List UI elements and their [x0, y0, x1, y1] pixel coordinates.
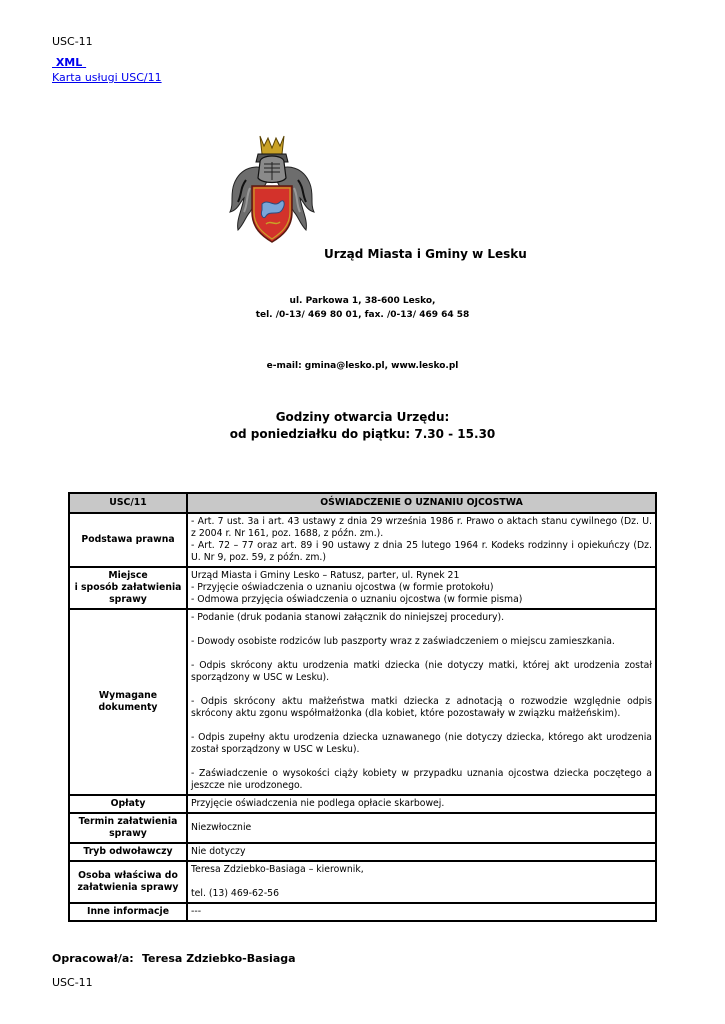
- place-line: - Przyjęcie oświadczenia o uznaniu ojcostwa (w formie protokołu): [191, 582, 494, 593]
- responsible-phone: tel. (13) 469-62-56: [191, 888, 280, 899]
- place-value: [187, 567, 656, 609]
- opening-hours-title: Godziny otwarcia Urzędu:: [275, 410, 450, 424]
- responsible-value: [187, 861, 656, 903]
- table-header-row: [69, 493, 656, 513]
- fees-value: Przyjęcie oświadczenia nie podlega opłacie skarbowej.: [187, 795, 656, 813]
- service-card-table: [68, 492, 657, 922]
- xml-link[interactable]: XML: [52, 56, 87, 69]
- documents-value: [187, 609, 656, 795]
- table-row-fees: [69, 795, 656, 813]
- row-label: Tryb odwoławczy: [69, 843, 187, 861]
- row-label: Podstawa prawna: [69, 513, 187, 567]
- coat-of-arms-icon: [226, 132, 318, 246]
- deadline-value: Niezwłocznie: [187, 813, 656, 843]
- table-row-other: [69, 903, 656, 921]
- responsible-name: Teresa Zdziebko-Basiaga – kierownik,: [191, 864, 364, 875]
- office-address: ul. Parkowa 1, 38-600 Lesko,: [289, 296, 436, 306]
- row-label-line: sprawy: [109, 828, 147, 839]
- legal-basis-line: - Art. 7 ust. 3a i art. 43 ustawy z dnia 29 września 1986 r. Prawo o aktach stanu cywilnego (Dz. U. z 2004 r. Nr 161, poz. 1688, z późn. zm.).: [191, 516, 652, 539]
- table-row-appeal: [69, 843, 656, 861]
- row-label: [69, 609, 187, 795]
- table-row-place: [69, 567, 656, 609]
- row-label-line: załatwienia sprawy: [77, 882, 179, 893]
- row-label-line: Termin załatwienia: [78, 816, 178, 827]
- row-label: Opłaty: [69, 795, 187, 813]
- row-label-line: dokumenty: [98, 702, 158, 713]
- document-item: - Zaświadczenie o wysokości ciąży kobiety w przypadku uznania ojcostwa dziecka poczętego a jeszcze nie urodzonego.: [191, 768, 652, 791]
- table-header-title: OŚWIADCZENIE O UZNANIU OJCOSTWA: [187, 493, 656, 513]
- document-item: - Odpis zupełny aktu urodzenia dziecka uznawanego (nie dotyczy dziecka, którego akt urodzenia został sporządzony w USC w Lesku).: [191, 732, 652, 755]
- document-item: - Odpis skrócony aktu urodzenia matki dziecka (nie dotyczy matki, której akt urodzenia został sporządzony w USC w Lesku).: [191, 660, 652, 683]
- document-item: - Dowody osobiste rodziców lub paszporty wraz z zaświadczeniem o miejscu zamieszkania.: [191, 636, 615, 647]
- table-row-responsible: [69, 861, 656, 903]
- table-header-code: USC/11: [69, 493, 187, 513]
- document-code-top: USC-11: [52, 35, 93, 48]
- row-label-line: Wymagane: [98, 690, 158, 701]
- prepared-by-name: Teresa Zdziebko-Basiaga: [142, 952, 296, 965]
- place-line: - Odmowa przyjęcia oświadczenia o uznaniu ojcostwa (w formie pisma): [191, 594, 523, 605]
- place-line: Urząd Miasta i Gminy Lesko – Ratusz, parter, ul. Rynek 21: [191, 570, 460, 581]
- office-email: e-mail: gmina@lesko.pl, www.lesko.pl: [266, 361, 459, 371]
- row-label: [69, 861, 187, 903]
- table-row-deadline: [69, 813, 656, 843]
- office-phone-fax: tel. /0-13/ 469 80 01, fax. /0-13/ 469 64 58: [255, 310, 470, 320]
- service-card-link[interactable]: Karta usługi USC/11: [52, 71, 162, 84]
- opening-hours: od poniedziałku do piątku: 7.30 - 15.30: [229, 427, 496, 441]
- table-row-documents: [69, 609, 656, 795]
- document-item: - Podanie (druk podania stanowi załącznik do niniejszej procedury).: [191, 612, 505, 623]
- row-label: Inne informacje: [69, 903, 187, 921]
- document-item: - Odpis skrócony aktu małżeństwa matki dziecka z adnotacją o rozwodzie względnie odpis skrócony aktu zgonu współmałżonka (dla kobiet, które pozostawały w związku małżeńskim).: [191, 696, 652, 719]
- legal-basis-line: - Art. 72 – 77 oraz art. 89 i 90 ustawy z dnia 25 lutego 1964 r. Kodeks rodzinny i opiekuńczy (Dz. U. Nr 9, poz. 59, z późn. zm.): [191, 540, 652, 563]
- office-name: Urząd Miasta i Gminy w Lesku: [324, 247, 527, 261]
- prepared-by-label: Opracował/a:: [52, 952, 134, 965]
- row-label-line: i sposób załatwienia: [74, 582, 182, 593]
- appeal-value: Nie dotyczy: [187, 843, 656, 861]
- row-label: [69, 813, 187, 843]
- other-value: ---: [187, 903, 656, 921]
- row-label-line: Miejsce: [108, 570, 148, 581]
- legal-basis-value: [187, 513, 656, 567]
- row-label: [69, 567, 187, 609]
- table-row-legal-basis: [69, 513, 656, 567]
- row-label-line: Osoba właściwa do: [78, 870, 178, 881]
- document-code-bottom: USC-11: [52, 976, 93, 989]
- row-label-line: sprawy: [109, 594, 147, 605]
